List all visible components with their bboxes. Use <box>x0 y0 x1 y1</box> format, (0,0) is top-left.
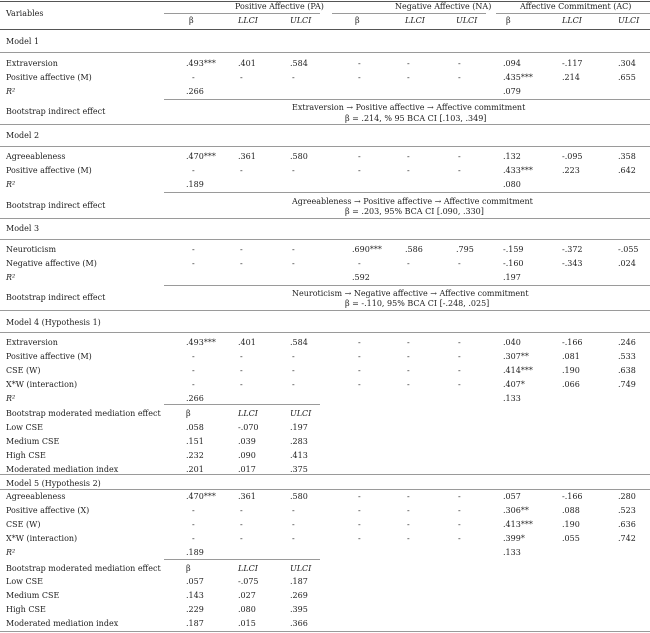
table-cell: .401 <box>238 338 256 347</box>
row-label: Extraversion <box>6 338 58 347</box>
table-cell: -.372 <box>562 245 583 254</box>
table-cell: -.159 <box>503 245 524 254</box>
table-cell: .132 <box>503 152 521 161</box>
model-2-title: Model 2 <box>6 131 40 140</box>
mm-llci-header: LLCI <box>238 564 258 573</box>
table-cell: .057 <box>503 492 521 501</box>
table-cell: - <box>240 380 243 389</box>
table-cell: .197 <box>503 273 521 282</box>
bootstrap-path: Extraversion → Positive affective → Affective commitment <box>292 103 526 112</box>
mm-row-label: Low CSE <box>6 577 43 586</box>
model-5-end-rule <box>0 631 650 632</box>
table-cell: - <box>407 492 410 501</box>
table-cell: - <box>292 366 295 375</box>
table-cell: - <box>192 245 195 254</box>
table-cell: .055 <box>562 534 580 543</box>
table-cell: .306** <box>503 506 529 515</box>
mm-cell: .366 <box>290 619 308 628</box>
model-1-end-rule <box>0 124 650 125</box>
table-cell: .580 <box>290 152 308 161</box>
row-label: Positive affective (M) <box>6 352 92 361</box>
mm-cell: .090 <box>238 451 256 460</box>
bootstrap-ci: β = .203, 95% BCA CI [.090, .330] <box>345 207 484 216</box>
mm-cell: -.070 <box>238 423 259 432</box>
mm-cell: .197 <box>290 423 308 432</box>
table-cell: - <box>458 506 461 515</box>
mm-row-label: Moderated mediation index <box>6 619 119 628</box>
table-cell: - <box>192 366 195 375</box>
row-label: Positive affective (X) <box>6 506 90 515</box>
table-cell: - <box>292 73 295 82</box>
subheader-3-3: ULCI <box>618 16 640 25</box>
row-label: Negative affective (M) <box>6 259 97 268</box>
table-cell: - <box>458 259 461 268</box>
row-label: Neuroticism <box>6 245 57 254</box>
mm-cell: .080 <box>238 605 256 614</box>
bootstrap-path: Agreeableness → Positive affective → Affective commitment <box>292 197 533 206</box>
mm-cell: .187 <box>186 619 204 628</box>
table-cell: - <box>358 520 361 529</box>
table-cell: - <box>407 534 410 543</box>
table-cell: .493*** <box>186 59 216 68</box>
table-cell: - <box>192 506 195 515</box>
table-cell: -.095 <box>562 152 583 161</box>
table-cell: .040 <box>503 338 521 347</box>
bootstrap-label: Bootstrap indirect effect <box>6 201 106 210</box>
table-cell: .066 <box>562 380 580 389</box>
table-cell: .094 <box>503 59 521 68</box>
row-label: X*W (interaction) <box>6 534 78 543</box>
mm-cell: .058 <box>186 423 204 432</box>
table-cell: .586 <box>405 245 423 254</box>
table-cell: - <box>192 166 195 175</box>
table-cell: - <box>192 534 195 543</box>
table-cell: .407* <box>503 380 525 389</box>
table-cell: .638 <box>618 366 636 375</box>
mm-cell: .143 <box>186 591 204 600</box>
subheader-1-3: ULCI <box>290 16 312 25</box>
model-5-mm-rule <box>164 559 320 560</box>
table-cell: .580 <box>290 492 308 501</box>
table-cell: - <box>358 506 361 515</box>
table-cell: - <box>458 59 461 68</box>
table-cell: - <box>292 534 295 543</box>
table-cell: - <box>240 352 243 361</box>
table-cell: .189 <box>186 548 204 557</box>
mm-row-label: High CSE <box>6 451 46 460</box>
table-cell: -.055 <box>618 245 639 254</box>
table-cell: .190 <box>562 366 580 375</box>
subheader-1-1: β <box>189 16 194 25</box>
table-cell: - <box>192 259 195 268</box>
table-cell: - <box>458 73 461 82</box>
table-cell: .088 <box>562 506 580 515</box>
table-cell: - <box>240 245 243 254</box>
subheader-3-1: β <box>506 16 511 25</box>
subheader-2-3: ULCI <box>456 16 478 25</box>
model-5-title-rule <box>0 489 650 490</box>
mm-cell: .375 <box>290 465 308 474</box>
bootstrap-ci: β = -.110, 95% BCA CI [-.248, .025] <box>345 299 490 308</box>
mm-cell: -.075 <box>238 577 259 586</box>
table-cell: .742 <box>618 534 636 543</box>
model-1-title-rule <box>0 52 650 53</box>
table-cell: .189 <box>186 180 204 189</box>
table-cell: - <box>292 380 295 389</box>
table-cell: .690*** <box>352 245 382 254</box>
table-cell: - <box>458 338 461 347</box>
table-cell: .266 <box>186 394 204 403</box>
mm-ulci-header: ULCI <box>290 409 312 418</box>
model-4-mm-rule <box>164 404 320 405</box>
table-cell: - <box>407 166 410 175</box>
table-cell: - <box>358 380 361 389</box>
table-cell: - <box>240 73 243 82</box>
table-cell: - <box>292 245 295 254</box>
group-header-2: Negative Affective (NA) <box>395 2 492 11</box>
model-2-end-rule <box>0 218 650 219</box>
table-cell: .266 <box>186 87 204 96</box>
table-cell: .401 <box>238 59 256 68</box>
table-cell: - <box>292 520 295 529</box>
ac-group-rule <box>496 13 650 14</box>
table-cell: - <box>407 73 410 82</box>
mm-cell: .201 <box>186 465 204 474</box>
row-label: R² <box>6 273 16 282</box>
model-3-title: Model 3 <box>6 224 40 233</box>
table-cell: - <box>358 534 361 543</box>
row-label: Agreeableness <box>6 492 66 501</box>
table-cell: .304 <box>618 59 636 68</box>
mm-cell: .395 <box>290 605 308 614</box>
table-cell: .523 <box>618 506 636 515</box>
table-cell: - <box>407 506 410 515</box>
table-cell: - <box>358 366 361 375</box>
table-cell: - <box>240 534 243 543</box>
table-cell: - <box>292 166 295 175</box>
table-cell: .214 <box>562 73 580 82</box>
mm-cell: .039 <box>238 437 256 446</box>
mm-cell: .413 <box>290 451 308 460</box>
table-cell: .433*** <box>503 166 533 175</box>
model-5-title: Model 5 (Hypothesis 2) <box>6 479 101 488</box>
row-label: R² <box>6 394 16 403</box>
row-label: CSE (W) <box>6 366 41 375</box>
table-cell: .636 <box>618 520 636 529</box>
row-label: Positive affective (M) <box>6 166 92 175</box>
row-label: X*W (interaction) <box>6 380 78 389</box>
subheader-2-2: LLCI <box>405 16 425 25</box>
table-cell: .399* <box>503 534 525 543</box>
bootstrap-path: Neuroticism → Negative affective → Affective commitment <box>292 289 529 298</box>
table-cell: - <box>407 338 410 347</box>
mm-cell: .015 <box>238 619 256 628</box>
table-cell: - <box>358 492 361 501</box>
table-cell: - <box>358 352 361 361</box>
table-cell: - <box>458 166 461 175</box>
table-cell: - <box>192 73 195 82</box>
table-cell: .133 <box>503 394 521 403</box>
table-cell: .470*** <box>186 492 216 501</box>
mm-cell: .151 <box>186 437 204 446</box>
table-cell: - <box>192 520 195 529</box>
model-1-title: Model 1 <box>6 37 40 46</box>
table-cell: .795 <box>456 245 474 254</box>
variables-header: Variables <box>6 9 44 18</box>
table-cell: - <box>292 506 295 515</box>
pa-group-rule <box>164 13 320 14</box>
table-cell: .080 <box>503 180 521 189</box>
mm-label: Bootstrap moderated mediation effect <box>6 409 161 418</box>
row-label: CSE (W) <box>6 520 41 529</box>
mm-beta-header: β <box>186 564 191 573</box>
model-4-title: Model 4 (Hypothesis 1) <box>6 318 101 327</box>
table-cell: - <box>458 520 461 529</box>
table-cell: .584 <box>290 59 308 68</box>
table-cell: - <box>407 59 410 68</box>
table-cell: - <box>458 534 461 543</box>
table-cell: .223 <box>562 166 580 175</box>
table-cell: .642 <box>618 166 636 175</box>
table-cell: .246 <box>618 338 636 347</box>
row-label: Agreeableness <box>6 152 66 161</box>
subheader-2-1: β <box>355 16 360 25</box>
table-cell: - <box>458 492 461 501</box>
table-cell: .358 <box>618 152 636 161</box>
table-cell: .470*** <box>186 152 216 161</box>
table-cell: .413*** <box>503 520 533 529</box>
table-cell: - <box>407 259 410 268</box>
mm-row-label: Medium CSE <box>6 591 60 600</box>
mm-cell: .229 <box>186 605 204 614</box>
table-cell: - <box>240 506 243 515</box>
table-cell: -.166 <box>562 492 583 501</box>
table-cell: -.343 <box>562 259 583 268</box>
row-label: Positive affective (M) <box>6 73 92 82</box>
subheader-3-2: LLCI <box>562 16 582 25</box>
row-label: R² <box>6 87 16 96</box>
bootstrap-label: Bootstrap indirect effect <box>6 293 106 302</box>
mm-cell: .027 <box>238 591 256 600</box>
table-cell: .655 <box>618 73 636 82</box>
row-label: R² <box>6 180 16 189</box>
table-cell: .533 <box>618 352 636 361</box>
mm-label: Bootstrap moderated mediation effect <box>6 564 161 573</box>
table-cell: .435*** <box>503 73 533 82</box>
model-2-title-rule <box>0 146 650 147</box>
table-cell: - <box>358 59 361 68</box>
table-cell: .749 <box>618 380 636 389</box>
table-cell: .361 <box>238 152 256 161</box>
mm-cell: .057 <box>186 577 204 586</box>
table-cell: - <box>240 366 243 375</box>
table-cell: - <box>292 352 295 361</box>
table-cell: - <box>192 380 195 389</box>
mm-beta-header: β <box>186 409 191 418</box>
mm-cell: .017 <box>238 465 256 474</box>
table-cell: -.117 <box>562 59 583 68</box>
mm-row-label: Moderated mediation index <box>6 465 119 474</box>
table-cell: - <box>407 380 410 389</box>
model-3-end-rule <box>0 310 650 311</box>
table-cell: .081 <box>562 352 580 361</box>
table-cell: - <box>240 520 243 529</box>
na-group-rule <box>332 13 486 14</box>
model-2-bootstrap-rule <box>164 192 650 193</box>
model-4-title-rule <box>0 332 650 333</box>
table-cell: - <box>358 338 361 347</box>
mm-ulci-header: ULCI <box>290 564 312 573</box>
mm-row-label: Low CSE <box>6 423 43 432</box>
table-cell: - <box>240 166 243 175</box>
model-1-bootstrap-rule <box>164 99 650 100</box>
table-cell: - <box>358 73 361 82</box>
table-cell: -.166 <box>562 338 583 347</box>
mm-cell: .283 <box>290 437 308 446</box>
mm-llci-header: LLCI <box>238 409 258 418</box>
bootstrap-ci: β = .214, % 95 BCA CI [.103, .349] <box>345 114 487 123</box>
table-cell: - <box>358 152 361 161</box>
table-cell: .361 <box>238 492 256 501</box>
row-label: R² <box>6 548 16 557</box>
table-cell: - <box>407 152 410 161</box>
table-cell: -.160 <box>503 259 524 268</box>
table-cell: - <box>358 259 361 268</box>
model-3-bootstrap-rule <box>164 285 650 286</box>
table-cell: - <box>407 352 410 361</box>
subheader-1-2: LLCI <box>238 16 258 25</box>
header-rule <box>0 29 650 30</box>
row-label: Extraversion <box>6 59 58 68</box>
model-4-end-rule <box>0 474 650 475</box>
mm-cell: .269 <box>290 591 308 600</box>
group-header-1: Positive Affective (PA) <box>235 2 324 11</box>
mm-cell: .187 <box>290 577 308 586</box>
table-cell: .414*** <box>503 366 533 375</box>
table-cell: - <box>240 259 243 268</box>
table-cell: .584 <box>290 338 308 347</box>
table-cell: - <box>458 380 461 389</box>
table-cell: .592 <box>352 273 370 282</box>
table-cell: - <box>192 352 195 361</box>
table-cell: - <box>407 520 410 529</box>
table-cell: - <box>458 152 461 161</box>
table-cell: .493*** <box>186 338 216 347</box>
model-3-title-rule <box>0 239 650 240</box>
table-cell: - <box>458 366 461 375</box>
table-cell: .307** <box>503 352 529 361</box>
table-cell: .190 <box>562 520 580 529</box>
table-cell: - <box>458 352 461 361</box>
table-cell: .079 <box>503 87 521 96</box>
bootstrap-label: Bootstrap indirect effect <box>6 107 106 116</box>
mm-row-label: High CSE <box>6 605 46 614</box>
table-cell: .133 <box>503 548 521 557</box>
table-cell: - <box>358 166 361 175</box>
table-cell: - <box>292 259 295 268</box>
table-cell: - <box>407 366 410 375</box>
table-cell: .024 <box>618 259 636 268</box>
mm-row-label: Medium CSE <box>6 437 60 446</box>
table-cell: .280 <box>618 492 636 501</box>
group-header-3: Affective Commitment (AC) <box>520 2 632 11</box>
mm-cell: .232 <box>186 451 204 460</box>
